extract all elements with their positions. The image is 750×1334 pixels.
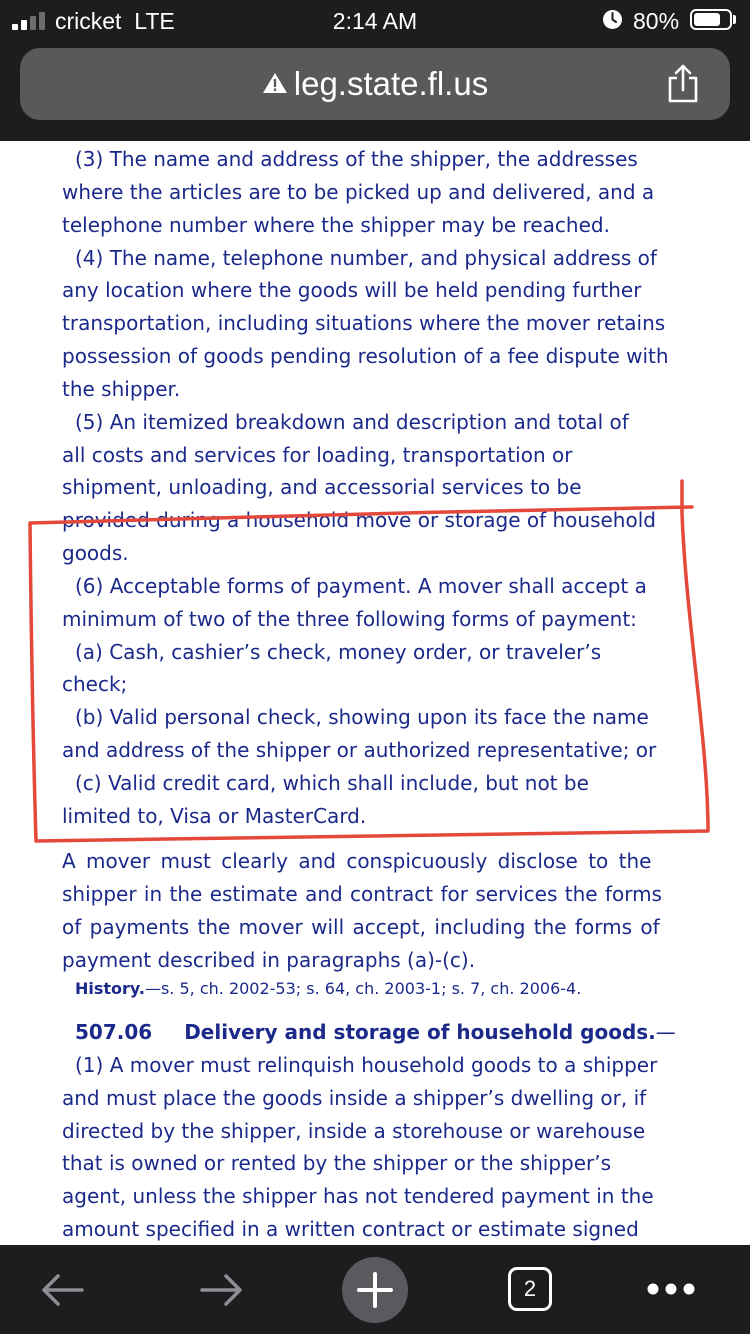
statute-text-line: telephone number where the shipper may be reached. — [62, 213, 610, 237]
statute-text-line: (5) An itemized breakdown and description and total of — [75, 410, 629, 434]
back-arrow-icon[interactable] — [38, 1269, 88, 1311]
battery-tip — [733, 15, 736, 24]
statute-text-line: goods. — [62, 541, 129, 565]
new-tab-plus-icon[interactable] — [341, 1256, 409, 1324]
battery-percentage: 80% — [633, 8, 680, 34]
statute-text-line: directed by the shipper, inside a storehouse or warehouse — [62, 1119, 646, 1143]
statute-text-line: of payments the mover will accept, including the forms of — [62, 915, 660, 939]
statute-text-line: (1) A mover must relinquish household goods to a shipper — [75, 1053, 658, 1077]
carrier-label: cricket LTE — [55, 8, 175, 34]
address-bar[interactable] — [20, 48, 730, 120]
statute-text-line: and must place the goods inside a shipper’s dwelling or, if — [62, 1086, 647, 1110]
tab-count: 2 — [523, 1276, 537, 1301]
statute-text-line: shipper in the estimate and contract for services the forms — [62, 882, 662, 906]
statute-text-line: (a) Cash, cashier’s check, money order, or traveler’s — [75, 640, 602, 664]
statute-text-line: and address of the shipper or authorized representative; or — [62, 738, 657, 762]
forward-arrow-icon[interactable] — [196, 1269, 246, 1311]
statute-text-line: transportation, including situations where the mover retains — [62, 311, 666, 335]
browser-chrome — [0, 0, 750, 141]
statute-text-line: payment described in paragraphs (a)-(c). — [62, 948, 476, 972]
statute-text-line: (4) The name, telephone number, and physical address of — [75, 246, 657, 270]
statute-text-line: (6) Acceptable forms of payment. A mover shall accept a — [75, 574, 647, 598]
status-bar — [0, 0, 750, 42]
browser-toolbar — [0, 1245, 750, 1334]
statute-text-line: (3) The name and address of the shipper, the addresses — [75, 147, 638, 171]
statute-text-line: possession of goods pending resolution of a fee dispute with — [62, 344, 669, 368]
statute-text-line: minimum of two of the three following forms of payment: — [62, 607, 637, 631]
statute-text-line: where the articles are to be picked up and delivered, and a — [62, 180, 655, 204]
share-icon[interactable] — [666, 63, 700, 103]
section-number: 507.06 — [75, 1020, 153, 1044]
statute-text-line: any location where the goods will be held pending further — [62, 278, 642, 302]
statute-text-line: all costs and services for loading, transportation or — [62, 443, 573, 467]
history-citations: —s. 5, ch. 2002-53; s. 64, ch. 2003-1; s. 7, ch. 2006-4. — [144, 979, 582, 998]
alarm-icon — [602, 9, 623, 30]
statute-text-line: (c) Valid credit card, which shall include, but not be — [75, 771, 589, 795]
url-text: leg.state.fl.us — [293, 65, 489, 102]
statute-text-line: shipment, unloading, and accessorial services to be — [62, 475, 582, 499]
not-secure-warning-icon — [262, 72, 288, 94]
statute-text-line: agent, unless the shipper has not tendered payment in the — [62, 1184, 654, 1208]
battery-icon — [690, 9, 732, 30]
statute-text-line: the shipper. — [62, 377, 181, 401]
statute-text-line: (b) Valid personal check, showing upon its face the name — [75, 705, 649, 729]
web-page-content[interactable] — [0, 141, 750, 1245]
url-display[interactable] — [20, 65, 730, 103]
statute-text-line: that is owned or rented by the shipper or the shipper’s — [62, 1151, 612, 1175]
statute-text-line: amount specified in a written contract or estimate signed — [62, 1217, 639, 1241]
statute-text-line: A mover must clearly and conspicuously disclose to the — [62, 849, 652, 873]
clock: 2:14 AM — [332, 8, 418, 34]
tab-switcher-button[interactable] — [508, 1267, 552, 1311]
more-options-icon[interactable] — [645, 1279, 697, 1299]
statute-text-line: limited to, Visa or MasterCard. — [62, 804, 367, 828]
history-label: History. — [75, 979, 145, 998]
statute-text-line: provided during a household move or storage of household — [62, 508, 656, 532]
section-dash: — — [655, 1020, 676, 1044]
section-title: Delivery and storage of household goods. — [184, 1020, 656, 1044]
statute-text-line: check; — [62, 672, 128, 696]
red-hand-drawn-box-annotation — [0, 141, 750, 1245]
